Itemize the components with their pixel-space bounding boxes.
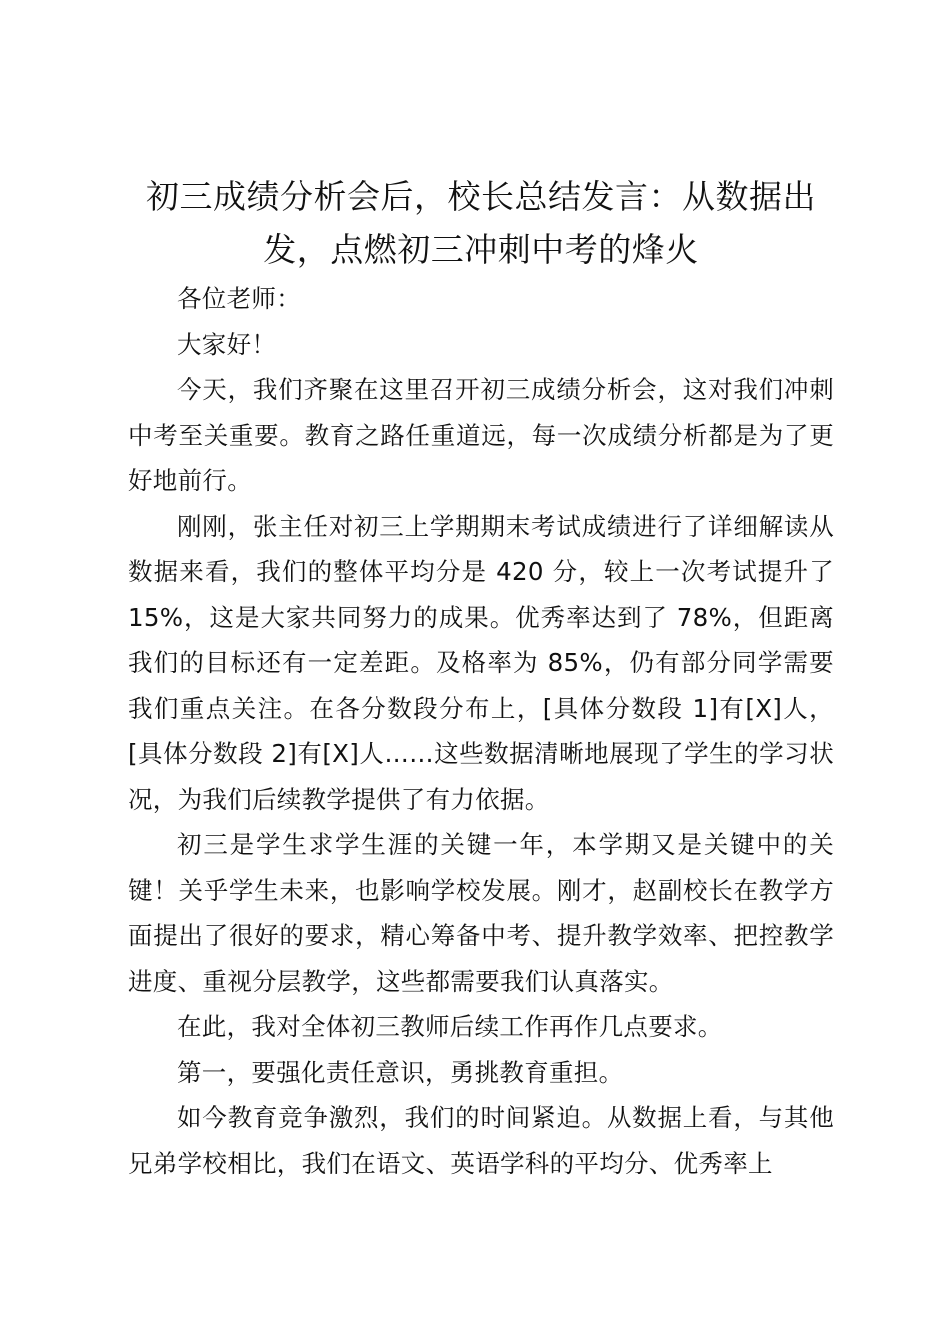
- salutation: 各位老师：: [177, 284, 301, 313]
- document-page: [128, 170, 834, 1186]
- paragraph-competition: 如今教育竞争激烈，我们的时间紧迫。从数据上看，与其他兄弟学校相比，我们在语文、英语学科的平均分、优秀率上: [128, 1103, 834, 1178]
- document-title: 初三成绩分析会后，校长总结发言：从数据出发，点燃初三冲刺中考的烽火: [146, 177, 816, 269]
- paragraph-intro: 今天，我们齐聚在这里召开初三成绩分析会，这对我们冲刺中考至关重要。教育之路任重道远，每一次成绩分析都是为了更好地前行。: [128, 375, 834, 495]
- paragraph-requirements-intro: 在此，我对全体初三教师后续工作再作几点要求。: [177, 1012, 723, 1041]
- paragraph-data-analysis: 刚刚，张主任对初三上学期期末考试成绩进行了详细解读从数据来看，我们的整体平均分是 420 分，较上一次考试提升了 15%，这是大家共同努力的成果。优秀率达到了 78%，但距离我们的目标还有一定差距。及格率为 85%，仍有部分同学需要我们重点关注。在各分数段分布上，[具体分数段 1]有[X]人，[具体分数段 2]有[X]人……这些数据清晰地展现了学生的学习状况，为我们后续教学提供了有力依据。: [128, 511, 834, 814]
- paragraph-key-year: 初三是学生求学生涯的关键一年，本学期又是关键中的关键！关乎学生未来，也影响学校发展。刚才，赵副校长在教学方面提出了很好的要求，精心筹备中考、提升教学效率、把控教学进度、重视分层教学，这些都需要我们认真落实。: [128, 830, 834, 996]
- paragraph-point-one: 第一，要强化责任意识，勇挑教育重担。: [177, 1057, 624, 1087]
- greeting: 大家好！: [177, 329, 277, 359]
